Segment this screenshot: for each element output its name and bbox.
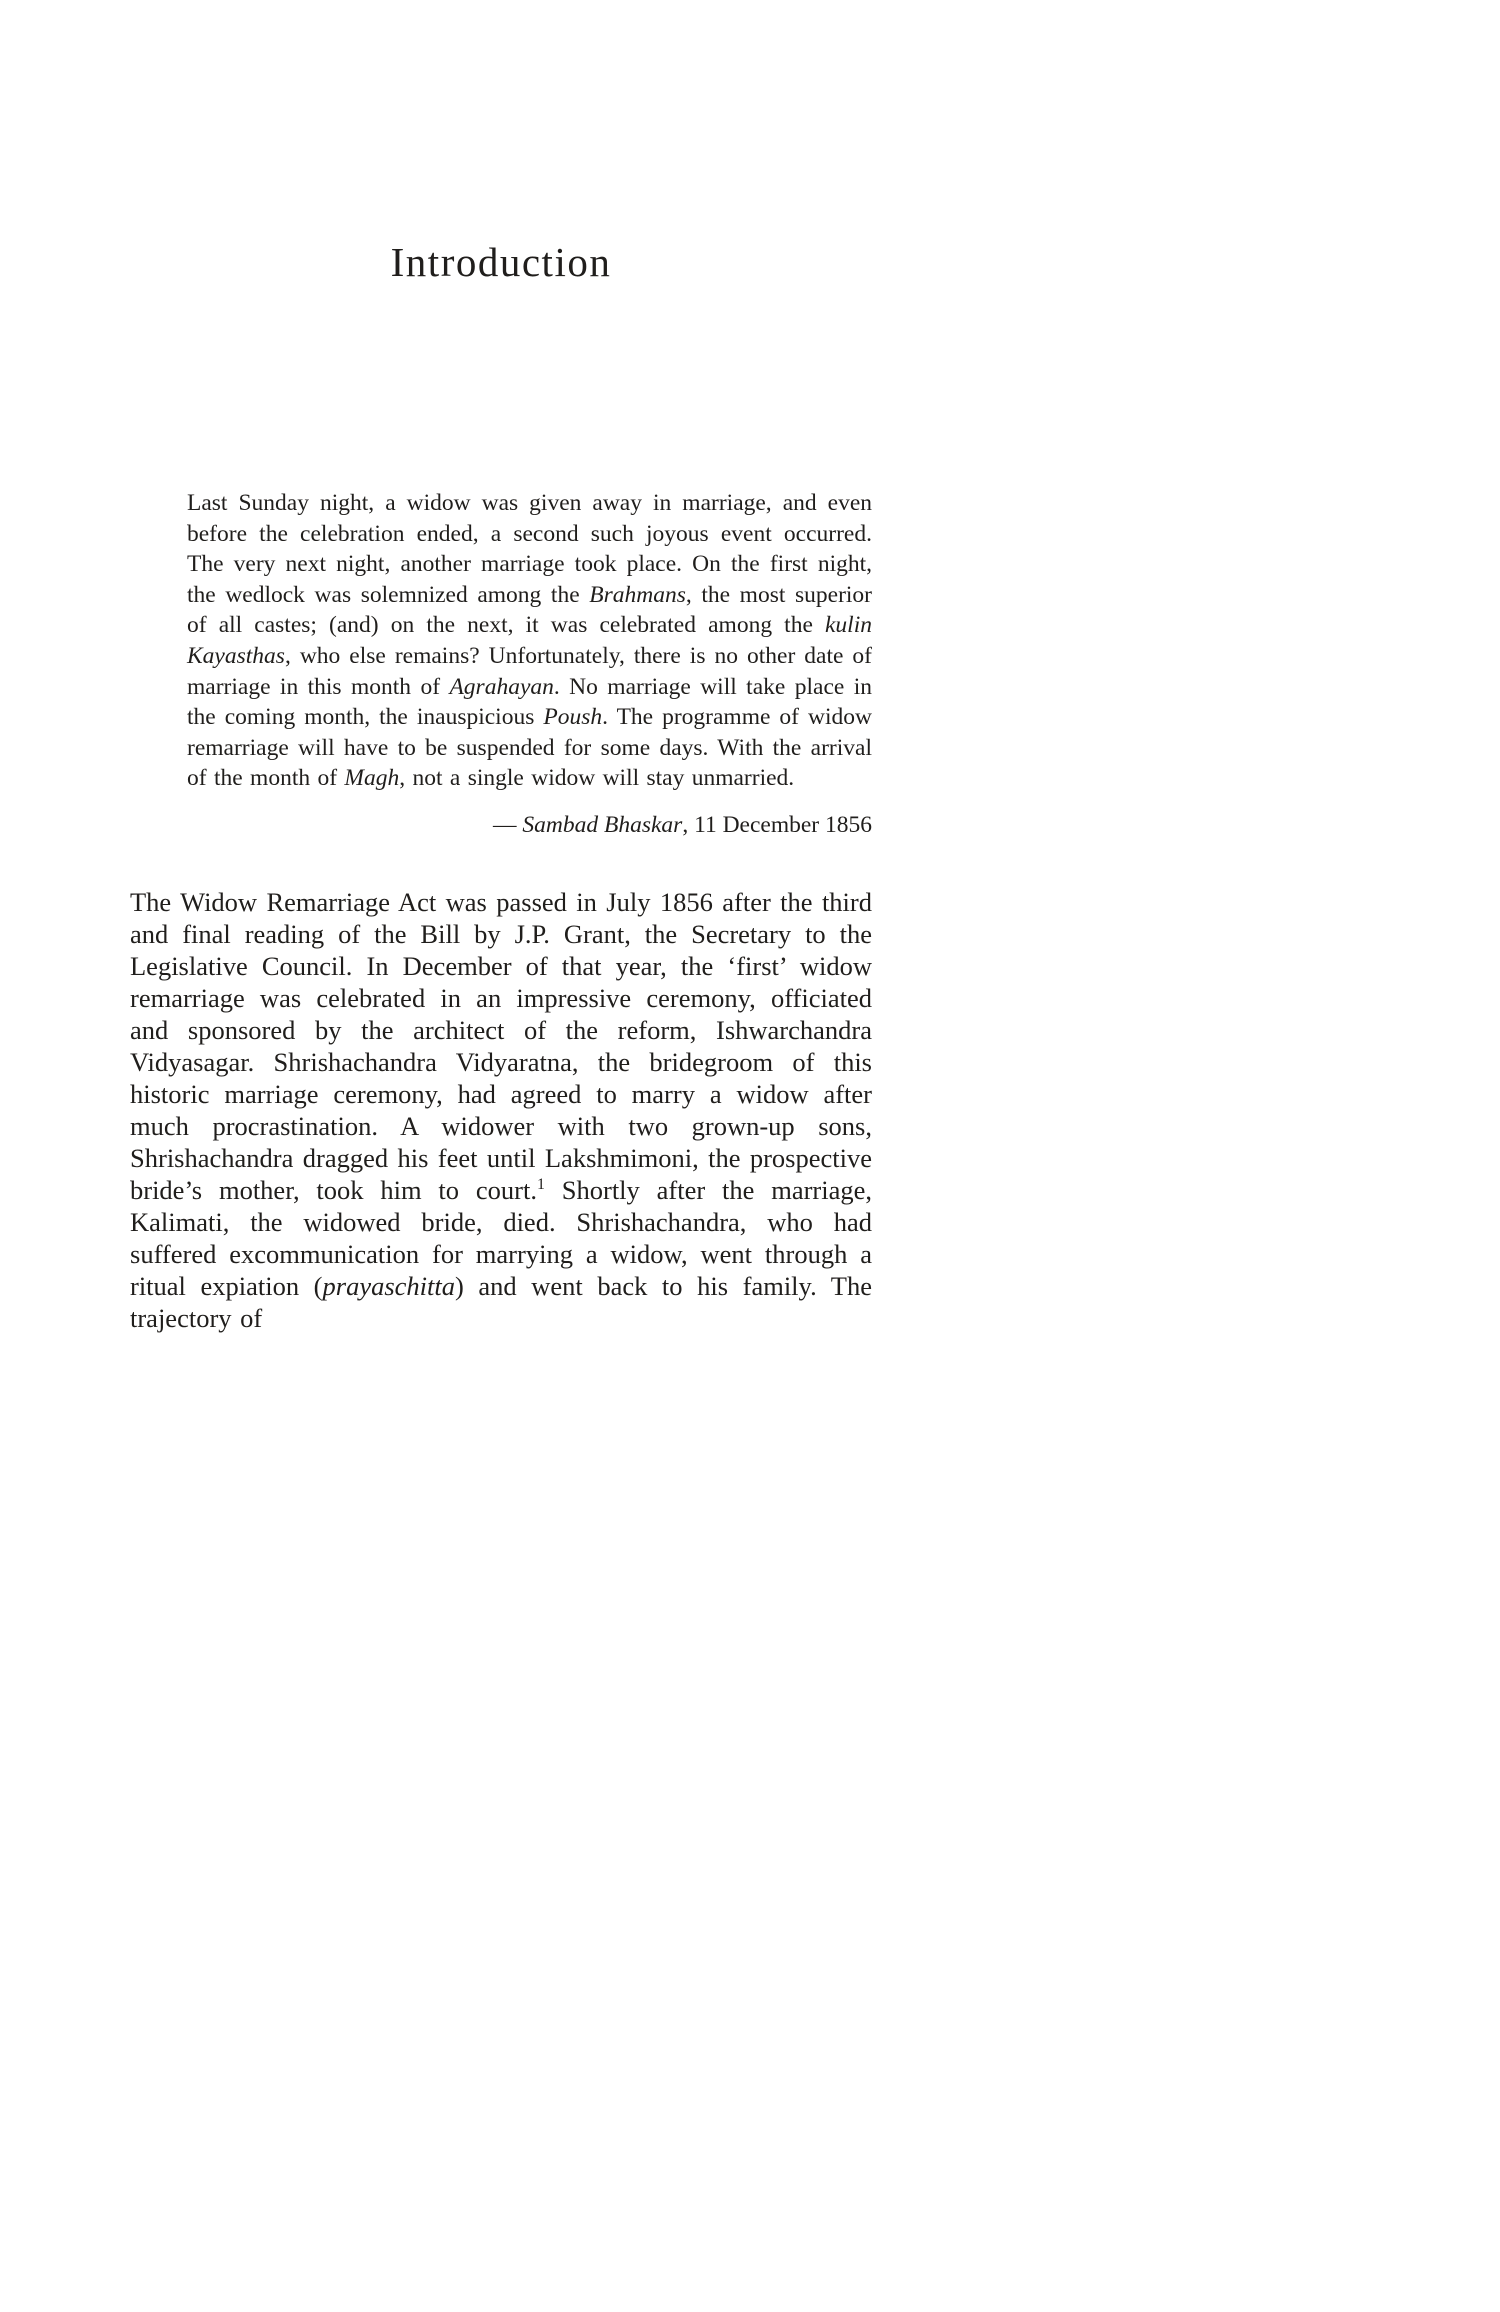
text-segment: ) and went back to his family. The trajectory of: [130, 1270, 872, 1333]
text-segment: Sambad Bhaskar: [522, 811, 683, 838]
text-segment: prayaschitta: [322, 1270, 456, 1301]
text-segment: Poush: [543, 704, 603, 731]
chapter-title: Introduction: [390, 239, 612, 285]
text-segment: Agrahayan: [449, 673, 554, 700]
body-text-block: [130, 886, 872, 1334]
footnote-marker: 1: [536, 1176, 545, 1194]
text-segment: , not a single widow will stay unmarried.: [399, 765, 795, 792]
text-segment: Last Sunday night, a widow was given away in marriage, and even before the celebration ended, a second such joyous event occurred. The very next night, another marriage took place. On the first night, the wedlock was solemnized among the: [187, 490, 872, 608]
text-segment: The Widow Remarriage Act was passed in July 1856 after the third and final reading of the Bill by J.P. Grant, the Secretary to the Legislative Council. In December of that year, the ‘first’ widow remarriage was celebrated in an impressive ceremony, officiated and sponsored by the architect of the reform, Ishwarchandra Vidyasagar. Shrishachandra Vidyaratna, the bridegroom of this historic marriage ceremony, had agreed to marry a widow after much procrastination. A widower with two grown-up sons, Shrishachandra dragged his feet until Lakshmimoni, the prospective bride’s mother, took him to court.: [130, 886, 872, 1205]
epigraph-block: [187, 488, 872, 840]
text-segment: , who else remains? Unfortunately, there is no other date of marriage in this month of: [187, 642, 872, 700]
body-paragraph: [130, 886, 872, 1334]
epigraph-text: [187, 488, 872, 794]
text-segment: —: [493, 811, 523, 838]
text-segment: , the most superior of all castes; (and) on the next, it was celebrated among the: [187, 581, 873, 639]
text-segment: Shortly after the marriage, Kalimati, the widowed bride, died. Shrishachandra, who had suffered excommunication for marrying a widow, went through a ritual expiation (: [130, 1174, 873, 1301]
text-segment: , 11 December 1856: [682, 811, 872, 838]
text-segment: kulin Kayasthas: [187, 612, 872, 669]
text-segment: Magh: [344, 765, 400, 792]
text-segment: Brahmans: [589, 581, 686, 608]
epigraph-attribution: [187, 810, 872, 840]
text-segment: . No marriage will take place in the coming month, the inauspicious: [187, 673, 872, 731]
text-segment: . The programme of widow remarriage will have to be suspended for some days. With the arrival of the month of: [187, 704, 872, 792]
text-column: [130, 0, 872, 1334]
